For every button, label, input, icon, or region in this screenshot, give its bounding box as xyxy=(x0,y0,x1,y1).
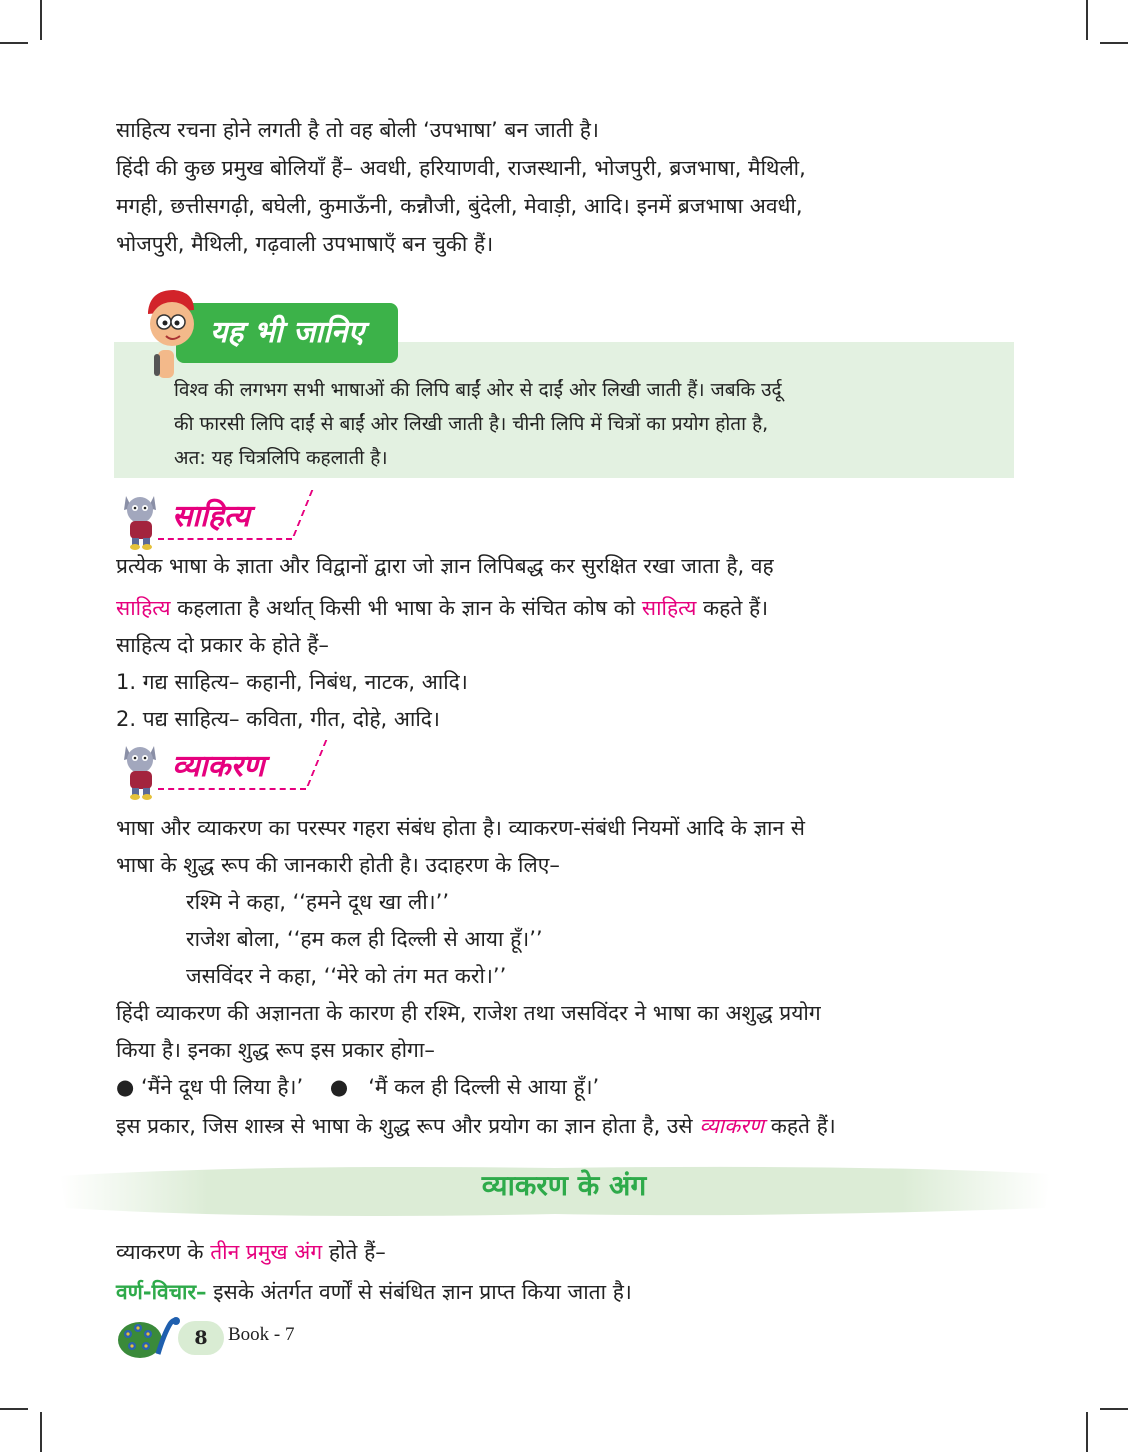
crop-mark xyxy=(0,42,28,44)
parts-intro-line xyxy=(116,1234,1016,1270)
section-heading-vyakaran: व्याकरण xyxy=(172,749,265,784)
term-highlight: साहित्य xyxy=(116,596,171,620)
vyakaran-para-line: भाषा और व्याकरण का परस्पर गहरा संबंध होता है। व्याकरण-संबंधी नियमों आदि के ज्ञान से xyxy=(116,816,806,840)
section-heading-sahitya: साहित्य xyxy=(172,499,250,534)
intro-line: मगही, छत्तीसगढ़ी, बघेली, कुमाऊँनी, कन्नौजी, बुंदेली, मेवाड़ी, आदि। इनमें ब्रजभाषा अवधी, xyxy=(116,194,803,218)
varna-vichar-text: इसके अंतर्गत वर्णों से संबंधित ज्ञान प्राप्त किया जाता है। xyxy=(206,1280,632,1304)
term-highlight: साहित्य xyxy=(641,596,697,620)
peacock-icon xyxy=(118,1314,184,1360)
sahitya-type-item: 1. गद्य साहित्य– कहानी, निबंध, नाटक, आदि। xyxy=(116,670,468,694)
varna-vichar-label: वर्ण-विचार– xyxy=(116,1280,207,1304)
sahitya-type-item: 2. पद्य साहित्य– कविता, गीत, दोहे, आदि। xyxy=(116,707,440,731)
crop-mark xyxy=(40,1412,42,1452)
example-sentence: राजेश बोला, ‘‘हम कल ही दिल्ली से आया हूँ।’’ xyxy=(186,927,543,951)
know-this-tab xyxy=(176,303,398,363)
sahitya-text: कहलाता है अर्थात् किसी भी भाषा के ज्ञान के संचित कोष को xyxy=(170,596,642,620)
banner-title: व्याकरण के अंग xyxy=(481,1169,647,1202)
correct-form: ‘मैंने दूध पी लिया है।’ xyxy=(141,1075,304,1099)
cat-mascot-icon xyxy=(116,738,168,800)
example-sentence: रश्मि ने कहा, ‘‘हमने दूध खा ली।’’ xyxy=(186,890,449,914)
crop-mark xyxy=(1100,42,1128,44)
book-label: Book - 7 xyxy=(228,1324,295,1345)
term-highlight: तीन प्रमुख अंग xyxy=(210,1240,323,1264)
heading-underline xyxy=(158,538,292,540)
bullet: ● xyxy=(116,1075,135,1099)
definition-text: कहते हैं। xyxy=(764,1114,836,1138)
crop-mark xyxy=(1100,1408,1128,1410)
example-sentence: जसविंदर ने कहा, ‘‘मेरे को तंग मत करो।’’ xyxy=(186,964,507,988)
vyakaran-para-line: भाषा के शुद्ध रूप की जानकारी होती है। उदाहरण के लिए– xyxy=(116,853,560,877)
intro-line: हिंदी की कुछ प्रमुख बोलियाँ हैं– अवधी, हरियाणवी, राजस्थानी, भोजपुरी, ब्रजभाषा, मैथिली, xyxy=(116,156,806,180)
crop-mark xyxy=(1086,1412,1088,1452)
definition-text: इस प्रकार, जिस शास्त्र से भाषा के शुद्ध रूप और प्रयोग का ज्ञान होता है, उसे xyxy=(116,1114,700,1138)
correct-form: ‘मैं कल ही दिल्ली से आया हूँ।’ xyxy=(368,1075,600,1099)
intro-line: भोजपुरी, मैथिली, गढ़वाली उपभाषाएँ बन चुकी हैं। xyxy=(116,232,494,256)
know-this-line: अत: यह चित्रलिपि कहलाती है। xyxy=(174,447,388,469)
cat-mascot-icon xyxy=(116,488,168,550)
crop-mark xyxy=(1086,0,1088,40)
intro-line: साहित्य रचना होने लगती है तो वह बोली ‘उपभाषा’ बन जाती है। xyxy=(116,118,599,142)
term-highlight: व्याकरण xyxy=(699,1114,765,1138)
sahitya-text: कहते हैं। xyxy=(696,596,769,620)
know-this-title: यह भी जानिए xyxy=(209,315,365,350)
know-this-line: की फारसी लिपि दाईं से बाईं ओर लिखी जाती है। चीनी लिपि में चित्रों का प्रयोग होता है, xyxy=(174,413,769,435)
bullet: ● xyxy=(329,1075,349,1099)
heading-slash xyxy=(307,740,328,786)
sahitya-para-line: प्रत्येक भाषा के ज्ञाता और विद्वानों द्वारा जो ज्ञान लिपिबद्ध कर सुरक्षित रखा जाता है, वह xyxy=(116,554,774,578)
crop-mark xyxy=(40,0,42,40)
page-number: 8 xyxy=(194,1327,208,1349)
heading-underline xyxy=(158,788,306,790)
heading-slash xyxy=(293,490,314,536)
varna-vichar-line xyxy=(116,1274,1016,1310)
vyakaran-para-line: हिंदी व्याकरण की अज्ञानता के कारण ही रश्मि, राजेश तथा जसविंदर ने भाषा का अशुद्ध प्रयोग xyxy=(116,1001,821,1025)
know-this-line: विश्व की लगभग सभी भाषाओं की लिपि बाईं ओर से दाईं ओर लिखी जाती हैं। जबकि उर्दू xyxy=(174,379,782,401)
sahitya-types-intro: साहित्य दो प्रकार के होते हैं– xyxy=(116,633,329,657)
sahitya-para-line xyxy=(116,590,1016,626)
boy-mascot-icon xyxy=(140,284,200,384)
correct-forms-line xyxy=(116,1069,1016,1105)
parts-text: व्याकरण के xyxy=(116,1240,211,1264)
crop-mark xyxy=(0,1408,28,1410)
vyakaran-definition-line xyxy=(116,1108,1016,1144)
vyakaran-para-line: किया है। इनका शुद्ध रूप इस प्रकार होगा– xyxy=(116,1038,435,1062)
parts-text: होते हैं– xyxy=(322,1240,386,1264)
